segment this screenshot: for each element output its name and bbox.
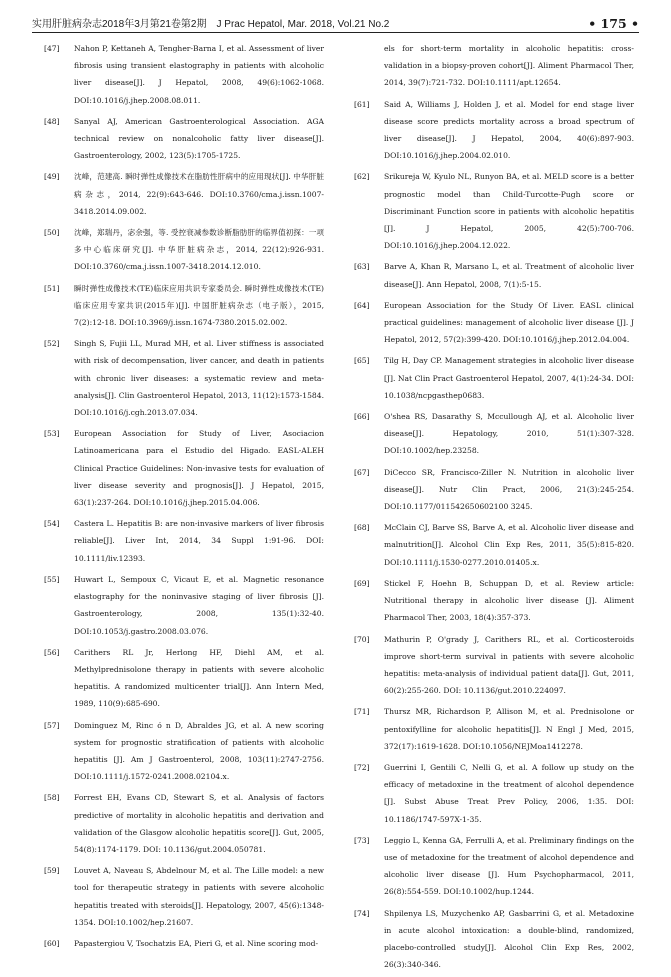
reference-number: [71]	[354, 707, 370, 717]
reference-item	[44, 224, 324, 276]
reference-item	[44, 113, 324, 165]
reference-number: [55]	[44, 574, 60, 584]
reference-item	[354, 352, 634, 404]
reference-text: Guerrini I, Gentili C, Nelli G, et al. A follow up study on the efficacy of metadoxine in the treatment of alcohol dependence [J]. Subst Abuse Treat Prev Policy, 2006, 1:35. DOI: 10.1186/1747-597X-1-35.	[384, 762, 634, 824]
reference-text: O'shea RS, Dasarathy S, Mccullough AJ, et al. Alcoholic liver disease[J]. Hepatology, 2010, 51(1):307-328. DOI:10.1002/hep.23258.	[384, 412, 634, 456]
reference-item	[354, 258, 634, 292]
reference-text: Forrest EH, Evans CD, Stewart S, et al. Analysis of factors predictive of mortality in alcoholic hepatitis and derivation and validation of the Glasgow alcoholic hepatitis score[J]. Gut, 2005, 54(8):1174-1179. DOI: 10.1136/gut.2004.050781.	[74, 793, 324, 854]
reference-item	[44, 515, 324, 567]
reference-text: McClain CJ, Barve SS, Barve A, et al. Alcoholic liver disease and malnutrition[J]. Alcohol Clin Exp Res, 2011, 35(5):815-820. DOI:10.1111/j.1530-0277.2010.01405.x.	[384, 523, 634, 567]
reference-item	[44, 425, 324, 511]
reference-text: DiCecco SR, Francisco-Ziller N. Nutrition in alcoholic liver disease[J]. Nutr Clin Pract, 2006, 21(3):245-254. DOI:10.1177/011542650602100 3245.	[384, 467, 634, 512]
reference-text: Louvet A, Naveau S, Abdelnour M, et al. The Lille model: a new tool for therapeutic strategy in patients with severe alcoholic hepatitis treated with steroids[J]. Hepatology, 2007, 45(6):1348-1354. DOI:10.1002/hep.21607.	[74, 866, 324, 927]
page-number: • 175 •	[588, 16, 639, 31]
reference-number: [67]	[354, 467, 370, 477]
reference-text: Nahon P, Kettaneh A, Tengher-Barna I, et al. Assessment of liver fibrosis using transient elastography in patients with alcoholic liver disease[J]. J Hepatol, 2008, 49(6):1062-1068. DOI:10.1016/j.jhep.2008.08.011.	[74, 44, 324, 105]
reference-text: Said A, Williams J, Holden J, et al. Model for end stage liver disease score predicts mortality across a broad spectrum of liver disease[J]. J Hepatol, 2004, 40(6):897-903. DOI:10.1016/j.jhep.2004.02.010.	[384, 99, 634, 161]
reference-text: 沈峰，范建高. 瞬时弹性成像技术在脂肪性肝病中的应用现状[J]. 中华肝脏病杂志，2014, 22(9):643-646. DOI:10.3760/cma.j.issn.1007-3418.2014.09.002.	[74, 172, 324, 216]
reference-item	[44, 644, 324, 713]
reference-item	[354, 832, 634, 901]
reference-number: [68]	[354, 523, 370, 533]
reference-number: [52]	[44, 339, 60, 349]
reference-item	[44, 335, 324, 421]
reference-text: 沈峰，郑瑞丹，宓余强，等. 受控衰减参数诊断脂肪肝的临界值初探：一项多中心临床研究[J]. 中华肝脏病杂志，2014, 22(12):926-931. DOI:10.3760/cma.j.issn.1007-3418.2014.12.010.	[74, 228, 324, 272]
reference-item	[354, 631, 634, 700]
reference-text: Carithers RL Jr, Herlong HF, Diehl AM, et al. Methylprednisolone therapy in patients with severe alcoholic hepatitis. A randomized multicenter trial[J]. Ann Intern Med, 1989, 110(9):685-690.	[74, 647, 324, 709]
reference-number: [61]	[354, 99, 370, 109]
reference-number: [62]	[354, 172, 370, 182]
reference-number: [70]	[354, 634, 370, 644]
reference-number: [47]	[44, 44, 60, 53]
journal-citation: 实用肝脏病杂志2018年3月第21卷第2期 J Prac Hepatol, Mar. 2018, Vol.21 No.2	[32, 19, 390, 30]
reference-text: Shpilenya LS, Muzychenko AP, Gasbarrini G, et al. Metadoxine in acute alcohol intoxication: a double-blind, randomized, placebo-controlled study[J]. Alcohol Clin Exp Res, 2002, 26(3):340-346.	[384, 908, 634, 970]
reference-item	[44, 571, 324, 640]
reference-item	[354, 759, 634, 828]
reference-text: Barve A, Khan R, Marsano L, et al. Treatment of alcoholic liver disease[J]. Ann Hepatol, 2008, 7(1):5-15.	[384, 262, 634, 289]
reference-number: [60]	[44, 938, 60, 948]
reference-item	[44, 280, 324, 332]
reference-number: [72]	[354, 762, 370, 772]
reference-column-left	[44, 40, 324, 956]
reference-item	[354, 703, 634, 755]
reference-text: Stickel F, Hoehn B, Schuppan D, et al. Review article: Nutritional therapy in alcoholic liver disease [J]. Aliment Pharmacol Ther, 2003, 18(4):357-373.	[384, 578, 634, 623]
reference-number: [53]	[44, 429, 60, 439]
reference-item	[44, 717, 324, 786]
reference-number: [66]	[354, 412, 370, 422]
reference-text: European Association for the Study Of Liver. EASL clinical practical guidelines: management of alcoholic liver disease [J]. J Hepatol, 2012, 57(2):399-420. DOI:10.1016/j.jhep.2012.04.004.	[384, 300, 634, 345]
reference-number: [49]	[44, 172, 60, 182]
reference-item	[44, 168, 324, 220]
reference-text: Sanyal AJ, American Gastroenterological Association. AGA technical review on nonalcoholic fatty liver disease[J]. Gastroenterology, 2002, 123(5):1705-1725.	[74, 116, 324, 161]
reference-item	[354, 297, 634, 349]
reference-item	[354, 905, 634, 974]
reference-number: [48]	[44, 116, 60, 126]
reference-number: [58]	[44, 793, 60, 803]
reference-text: Tilg H, Day CP. Management strategies in alcoholic liver disease [J]. Nat Clin Pract Gastroenterol Hepatol, 2007, 4(1):24-34. DOI: 10.1038/ncpgasthep0683.	[384, 356, 634, 400]
reference-item	[354, 464, 634, 516]
reference-text: European Association for Study of Liver, Asociacion Latinoamericana para el Estudio del Higado. EASL-ALEH Clinical Practice Guidelines: Non-invasive tests for evaluation of liver disease severity and prognosis[J]. J Hepatol, 2015, 63(1):237-264. DOI:10.1016/j.jhep.2015.04.006.	[74, 429, 324, 508]
reference-number: [63]	[354, 262, 370, 272]
reference-text: Huwart L, Sempoux C, Vicaut E, et al. Magnetic resonance elastography for the noninvasive staging of liver fibrosis [J]. Gastroenterology, 2008, 135(1):32-40. DOI:10.1053/j.gastro.2008.03.076.	[74, 574, 324, 636]
reference-number: [64]	[354, 300, 370, 310]
reference-number: [59]	[44, 866, 60, 876]
reference-number: [50]	[44, 228, 60, 238]
reference-item	[44, 789, 324, 858]
reference-number: [51]	[44, 283, 60, 293]
reference-number: [54]	[44, 519, 60, 529]
reference-item	[354, 408, 634, 460]
reference-text: Dominguez M, Rinc ó n D, Abraldes JG, et al. A new scoring system for prognostic stratification of patients with alcoholic hepatitis [J]. Am J Gastroenterol, 2008, 103(11):2747-2756. DOI:10.1111/j.1572-0241.2008.02104.x.	[74, 720, 324, 782]
reference-number: [56]	[44, 647, 60, 657]
reference-text: Singh S, Fujii LL, Murad MH, et al. Liver stiffness is associated with risk of decompensation, liver cancer, and death in patients with chronic liver diseases: a systematic review and meta-analysis[J]. Clin Gastroenterol Hepatol, 2013, 11(12):1573-1584. DOI:10.1016/j.cgh.2013.07.034.	[74, 339, 324, 418]
reference-number: [73]	[354, 835, 370, 845]
reference-text: Leggio L, Kenna GA, Ferrulli A, et al. Preliminary findings on the use of metadoxine for the treatment of alcohol dependence and alcoholic liver disease [J]. Hum Psychopharmacol, 2011, 26(8):554-559. DOI:10.1002/hup.1244.	[384, 835, 634, 897]
reference-item	[354, 519, 634, 571]
reference-item	[44, 40, 324, 109]
reference-text: 瞬时弹性成像技术(TE)临床应用共识专家委员会. 瞬时弹性成像技术(TE)临床应用专家共识(2015年)[J]. 中国肝脏病杂志（电子版），2015, 7(2):12-18. DOI:10.3969/j.issn.1674-7380.2015.02.002.	[74, 283, 324, 328]
reference-text: Castera L. Hepatitis B: are non-invasive markers of liver fibrosis reliable[J]. Liver Int, 2014, 34 Suppl 1:91-96. DOI: 10.1111/liv.12393.	[74, 519, 324, 563]
reference-text: els for short-term mortality in alcoholic hepatitis: cross-validation in a biopsy-proven cohort[J]. Aliment Pharmacol Ther, 2014, 39(7):721-732. DOI:10.1111/apt.12654.	[384, 44, 634, 88]
reference-number: [69]	[354, 578, 370, 588]
reference-number: [57]	[44, 720, 60, 730]
reference-text: Srikureja W, Kyulo NL, Runyon BA, et al. MELD score is a better prognostic model than Child-Turcotte-Pugh score or Discriminant Function score in patients with alcoholic hepatitis [J]. J Hepatol, 2005, 42(5):700-706. DOI:10.1016/j.jhep.2004.12.022.	[384, 172, 634, 251]
reference-text: Papastergiou V, Tsochatzis EA, Pieri G, et al. Nine scoring mod-	[74, 938, 319, 948]
reference-column-right	[354, 40, 634, 977]
reference-item	[354, 96, 634, 165]
running-header	[32, 12, 639, 33]
reference-number: [74]	[354, 908, 370, 918]
reference-number: [65]	[354, 356, 370, 366]
reference-text: Mathurin P, O'grady J, Carithers RL, et al. Corticosteroids improve short-term survival in patients with severe alcoholic hepatitis: meta-analysis of individual patient data[J]. Gut, 2011, 60(2):255-260. DOI: 10.1136/gut.2010.224097.	[384, 634, 634, 696]
reference-item	[354, 168, 634, 254]
reference-item	[354, 575, 634, 627]
reference-text: Thursz MR, Richardson P, Allison M, et al. Prednisolone or pentoxifylline for alcoholic hepatitis[J]. N Engl J Med, 2015, 372(17):1619-1628. DOI:10.1056/NEJMoa1412278.	[384, 707, 634, 751]
reference-item	[44, 862, 324, 931]
reference-item	[44, 935, 324, 952]
reference-item	[354, 40, 634, 92]
